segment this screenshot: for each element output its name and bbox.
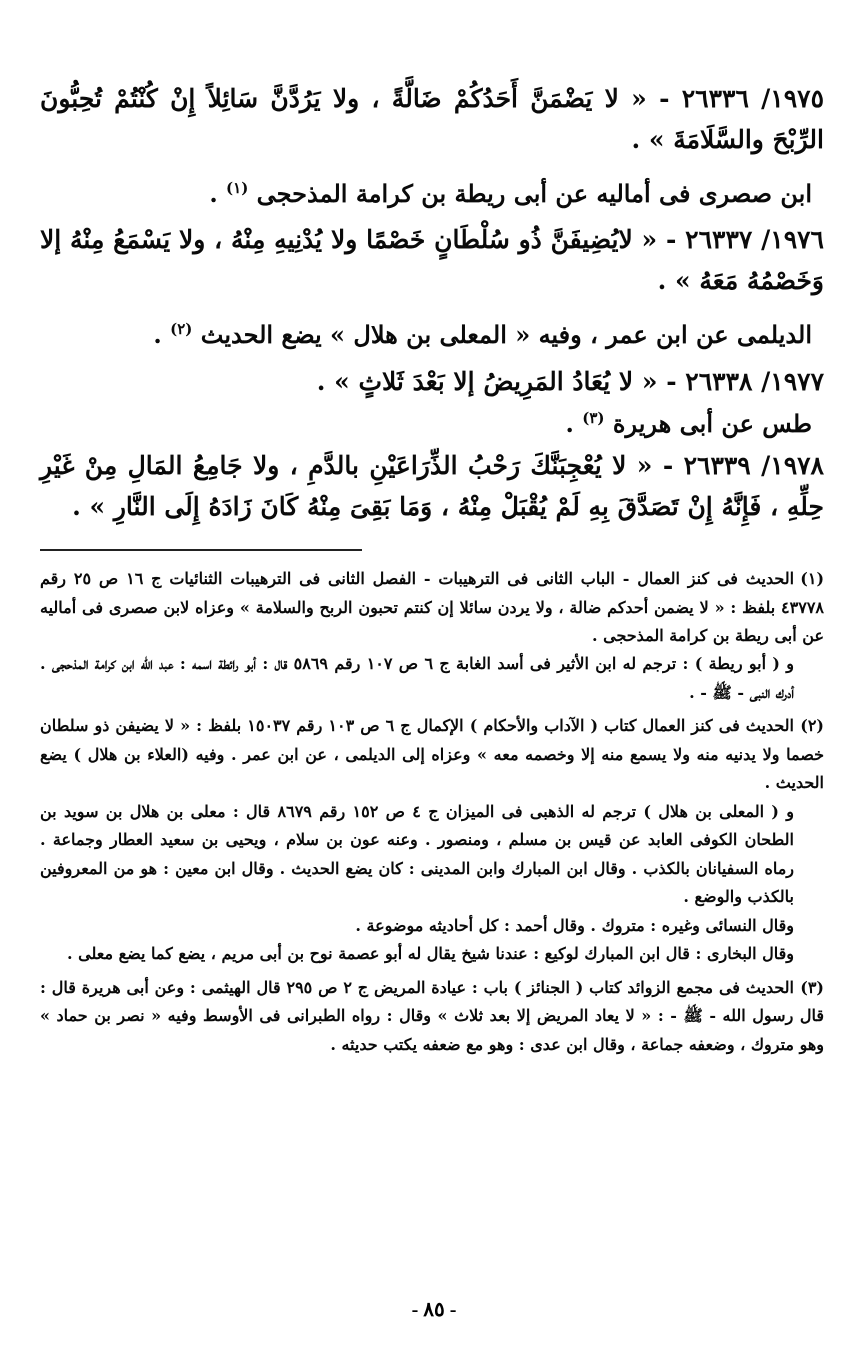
hadith-number: ١٩٧٥/ ٢٦٣٣٦ - <box>659 84 824 113</box>
hadith-number: ١٩٧٧/ ٢٦٣٣٨ - <box>666 366 824 396</box>
footnote-3 <box>40 974 824 1059</box>
hadith-text: « لا يُعَادُ المَرِيضُ إلا بَعْدَ ثَلاثٍ » . <box>316 366 658 396</box>
footnotes-section <box>40 565 824 1059</box>
hadith-1977 <box>40 361 824 402</box>
hadith-source: طس عن أبى هريرة $^{(٣)}$ . <box>565 408 812 438</box>
footnote-text: و ( المعلى بن هلال ) ترجم له الذهبى فى الميزان ج ٤ ص ١٥٢ رقم ٨٦٧٩ قال : معلى بن هلال بن سويد بن الطحان الكوفى العابد عن قيس بن مسلم ، ومنصور . وعنه عون بن سلام ، ويحيى بن سعيد العطار وجماعة . رماه السفيانان بالكذب . وقال ابن المبارك وابن المدينى : كان يضع الحديث . وقال ابن معين : هو من المعروفين بالكذب والوضع . <box>40 801 794 907</box>
hadith-text: « لا يُعْجِبَنَّكَ رَحْبُ الذِّرَاعَيْنِ بالدَّمِ ، ولا جَامِعُ المَالِ مِنْ غَيْرِ حِلِّهِ ، فَإِنَّهُ إِنْ تَصَدَّقَ بِهِ لَمْ يُقْبَلْ مِنْهُ ، وَمَا بَقِىَ مِنْهُ كَانَ زَادَهُ إِلَى النَّارِ » . <box>40 451 824 522</box>
source-text: الديلمى عن ابن عمر ، وفيه « المعلى بن هلال » يضع الحديث <box>200 320 812 350</box>
footnote-text: و ( أبو ريطة ) : ترجم له ابن الأثير فى أسد الغابة ج ٦ ص ١٠٧ رقم ٥٨٦٩ قال : أبو رائطة اسمه : عبد الله ابن كرامة المذحجى . أدرك النبى - ﷺ - . <box>40 654 795 702</box>
hadith-source: ابن صصرى فى أماليه عن أبى ريطة بن كرامة المذحجى $^{(١)}$ . <box>209 179 812 208</box>
footnote-mark: (١) <box>800 569 825 589</box>
footnote-text: وقال البخارى : قال ابن المبارك لوكيع : عندنا شيخ يقال له أبو عصمة نوح بن أبى مريم ، يضع كما يضع معلى . <box>67 944 794 964</box>
footnote-ref[interactable]: (١) <box>226 179 249 197</box>
hadith-number: ١٩٧٦/ ٢٦٣٣٧ - <box>665 225 824 255</box>
footnote-2 <box>40 712 824 968</box>
hadith-1975 <box>40 78 824 160</box>
footnote-paragraph <box>40 650 824 707</box>
footnote-paragraph <box>40 712 824 797</box>
footnote-ref[interactable]: (٢) <box>170 320 193 339</box>
footnote-mark: (٣) <box>800 977 824 997</box>
footnote-paragraph <box>40 974 824 1059</box>
footnote-text: الحديث فى كنز العمال - الباب الثانى فى الترهيبات - الفصل الثانى فى الترهيبات الثنائيات ج ١٦ ص ٢٥ رقم ٤٣٧٧٨ بلفظ : « لا يضمن أحدكم ضالة ، ولا يردن سائلا إن كنتم تحبون الربح والسلامة » وعزاه لابن صصرى فى أماليه عن أبى ريطة بن كرامة المذحجى . <box>40 569 824 646</box>
footnote-text: وقال النسائى وغيره : متروك . وقال أحمد : كل أحاديثه موضوعة . <box>355 915 794 935</box>
page-number: - ٨٥ - <box>411 1299 457 1321</box>
hadith-number: ١٩٧٨/ ٢٦٣٣٩ - <box>662 451 824 481</box>
footnote-paragraph <box>40 912 824 940</box>
hadith-text: « لا يَضْمَنَّ أَحَدُكُمْ ضَالَّةً ، ولا يَرُدَّنَّ سَائِلاً إِنْ كُنْتُمْ تُحِبُّونَ الرِّبْحَ والسَّلَامَةَ » . <box>40 84 824 154</box>
hadith-1978 <box>40 445 824 527</box>
footnote-paragraph <box>40 565 824 650</box>
footnote-text: الحديث فى مجمع الزوائد كتاب ( الجنائز ) باب : عيادة المريض ج ٢ ص ٢٩٥ قال الهيثمى : وعن أبى هريرة قال : قال رسول الله - ﷺ - : « لا يعاد المريض إلا بعد ثلاث » وقال : رواه الطبرانى فى الأوسط وفيه « نصر بن حماد » وهو متروك ، وضعفه جماعة ، وقال ابن عدى : وهو مع ضعفه يكتب حديثه . <box>40 977 824 1054</box>
source-text: طس عن أبى هريرة <box>612 408 812 438</box>
hadith-text: « لايُضِيفَنَّ ذُو سُلْطَانٍ خَصْمًا ولا يُدْنِيهِ مِنْهُ ، ولا يَسْمَعُ مِنْهُ إلا وَخَصْمُهُ مَعَهُ » . <box>40 225 824 296</box>
hadith-1976 <box>40 219 824 301</box>
source-text: ابن صصرى فى أماليه عن أبى ريطة بن كرامة المذحجى <box>256 179 812 208</box>
footnote-paragraph <box>40 798 824 912</box>
footnote-paragraph <box>40 940 824 968</box>
hadith-source: الديلمى عن ابن عمر ، وفيه « المعلى بن هلال » يضع الحديث $^{(٢)}$ . <box>153 320 812 350</box>
footnote-ref[interactable]: (٣) <box>582 408 605 427</box>
footnote-separator <box>40 549 362 551</box>
hadith-section <box>40 78 824 527</box>
footnote-mark: (٢) <box>800 716 824 736</box>
footnote-text: الحديث فى كنز العمال كتاب ( الآداب والأحكام ) الإكمال ج ٦ ص ١٠٣ رقم ١٥٠٣٧ بلفظ : « لا يضيفن ذو سلطان خصما ولا يدنيه منه ولا يسمع منه إلا وخصمه معه » وعزاه إلى الديلمى ، عن ابن عمر . وفيه (العلاء بن هلال ) يضع الحديث . <box>40 716 824 793</box>
footnote-1 <box>40 565 824 707</box>
